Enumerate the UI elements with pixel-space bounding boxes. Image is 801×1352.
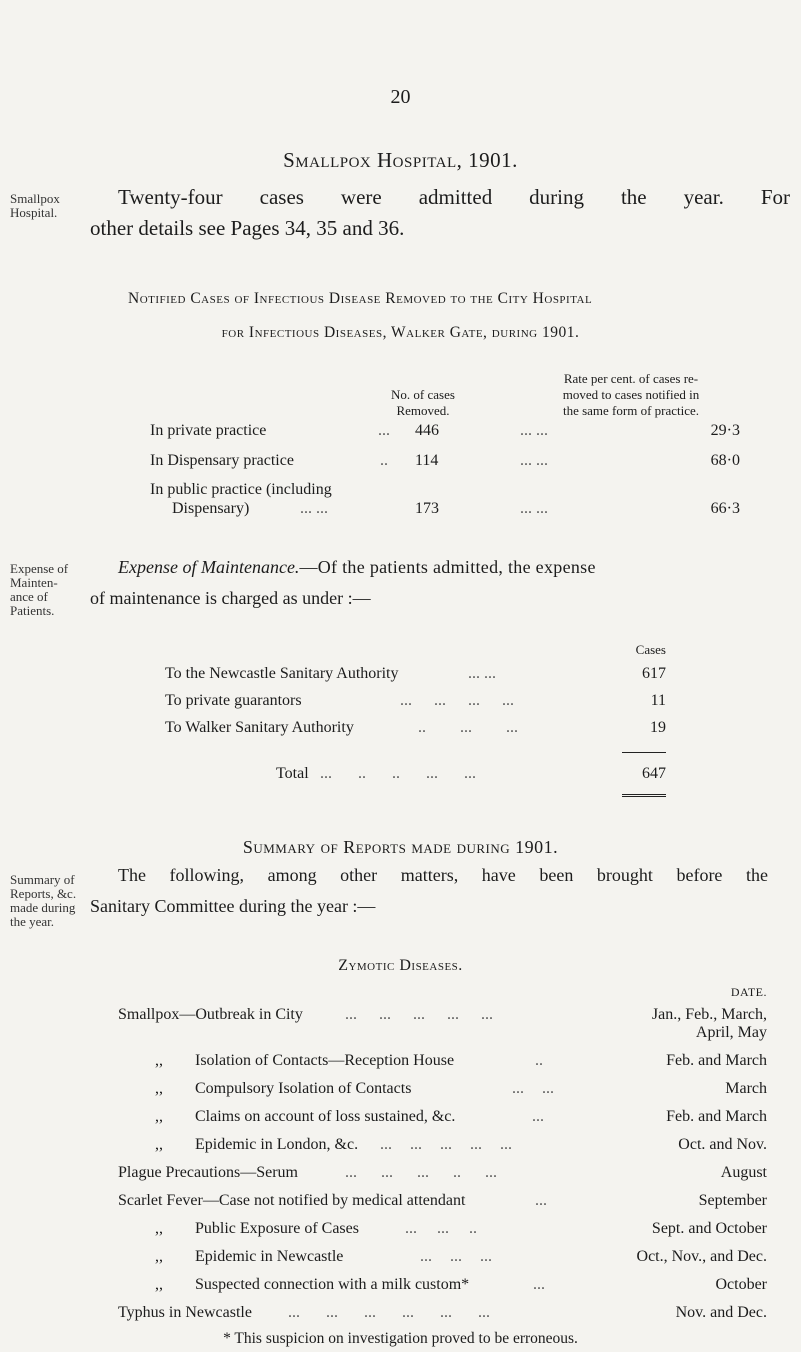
expense-line1: Expense of Maintenance.—Of the patients admitted, the expense — [118, 557, 596, 577]
margin-note-summary: Summary of Reports, &c. made during the year. — [10, 872, 77, 929]
total-double-rule — [622, 794, 666, 797]
expense-line2: of maintenance is charged as under :— — [90, 588, 371, 608]
subtotal-rule — [622, 752, 666, 753]
smallpox-line2: other details see Pages 34, 35 and 36. — [90, 216, 405, 240]
notified-heading-1: Notified Cases of Infectious Disease Removed to the City Hospital — [128, 290, 593, 307]
summary-line2: Sanitary Committee during the year :— — [90, 896, 376, 916]
zymotic-heading: Zymotic Diseases. — [338, 957, 463, 974]
expense-title: Expense of Maintenance. — [118, 557, 300, 577]
summary-line1: The following, among other matters, have been brought before the — [118, 865, 768, 885]
margin-note-smallpox: Smallpox Hospital. — [10, 191, 60, 220]
rate-column-header: Rate per cent. of cases re- moved to cases notified in the same form of practice. — [562, 371, 700, 418]
margin-note-expense: Expense of Mainten- ance of Patients. — [10, 561, 69, 618]
page-number: 20 — [390, 86, 411, 108]
smallpox-line1: Twenty-four cases were admitted during the year. For — [118, 185, 790, 209]
removed-column-header: No. of cases Removed. — [391, 387, 455, 418]
smallpox-heading: Smallpox Hospital, 1901. — [283, 148, 518, 172]
summary-heading: Summary of Reports made during 1901. — [242, 837, 559, 857]
date-column-header: DATE. — [730, 985, 767, 999]
footnote: * This suspicion on investigation proved to be erroneous. — [223, 1330, 578, 1347]
cases-header: Cases — [635, 642, 666, 657]
notified-heading-2: for Infectious Diseases, Walker Gate, during 1901. — [221, 324, 580, 341]
